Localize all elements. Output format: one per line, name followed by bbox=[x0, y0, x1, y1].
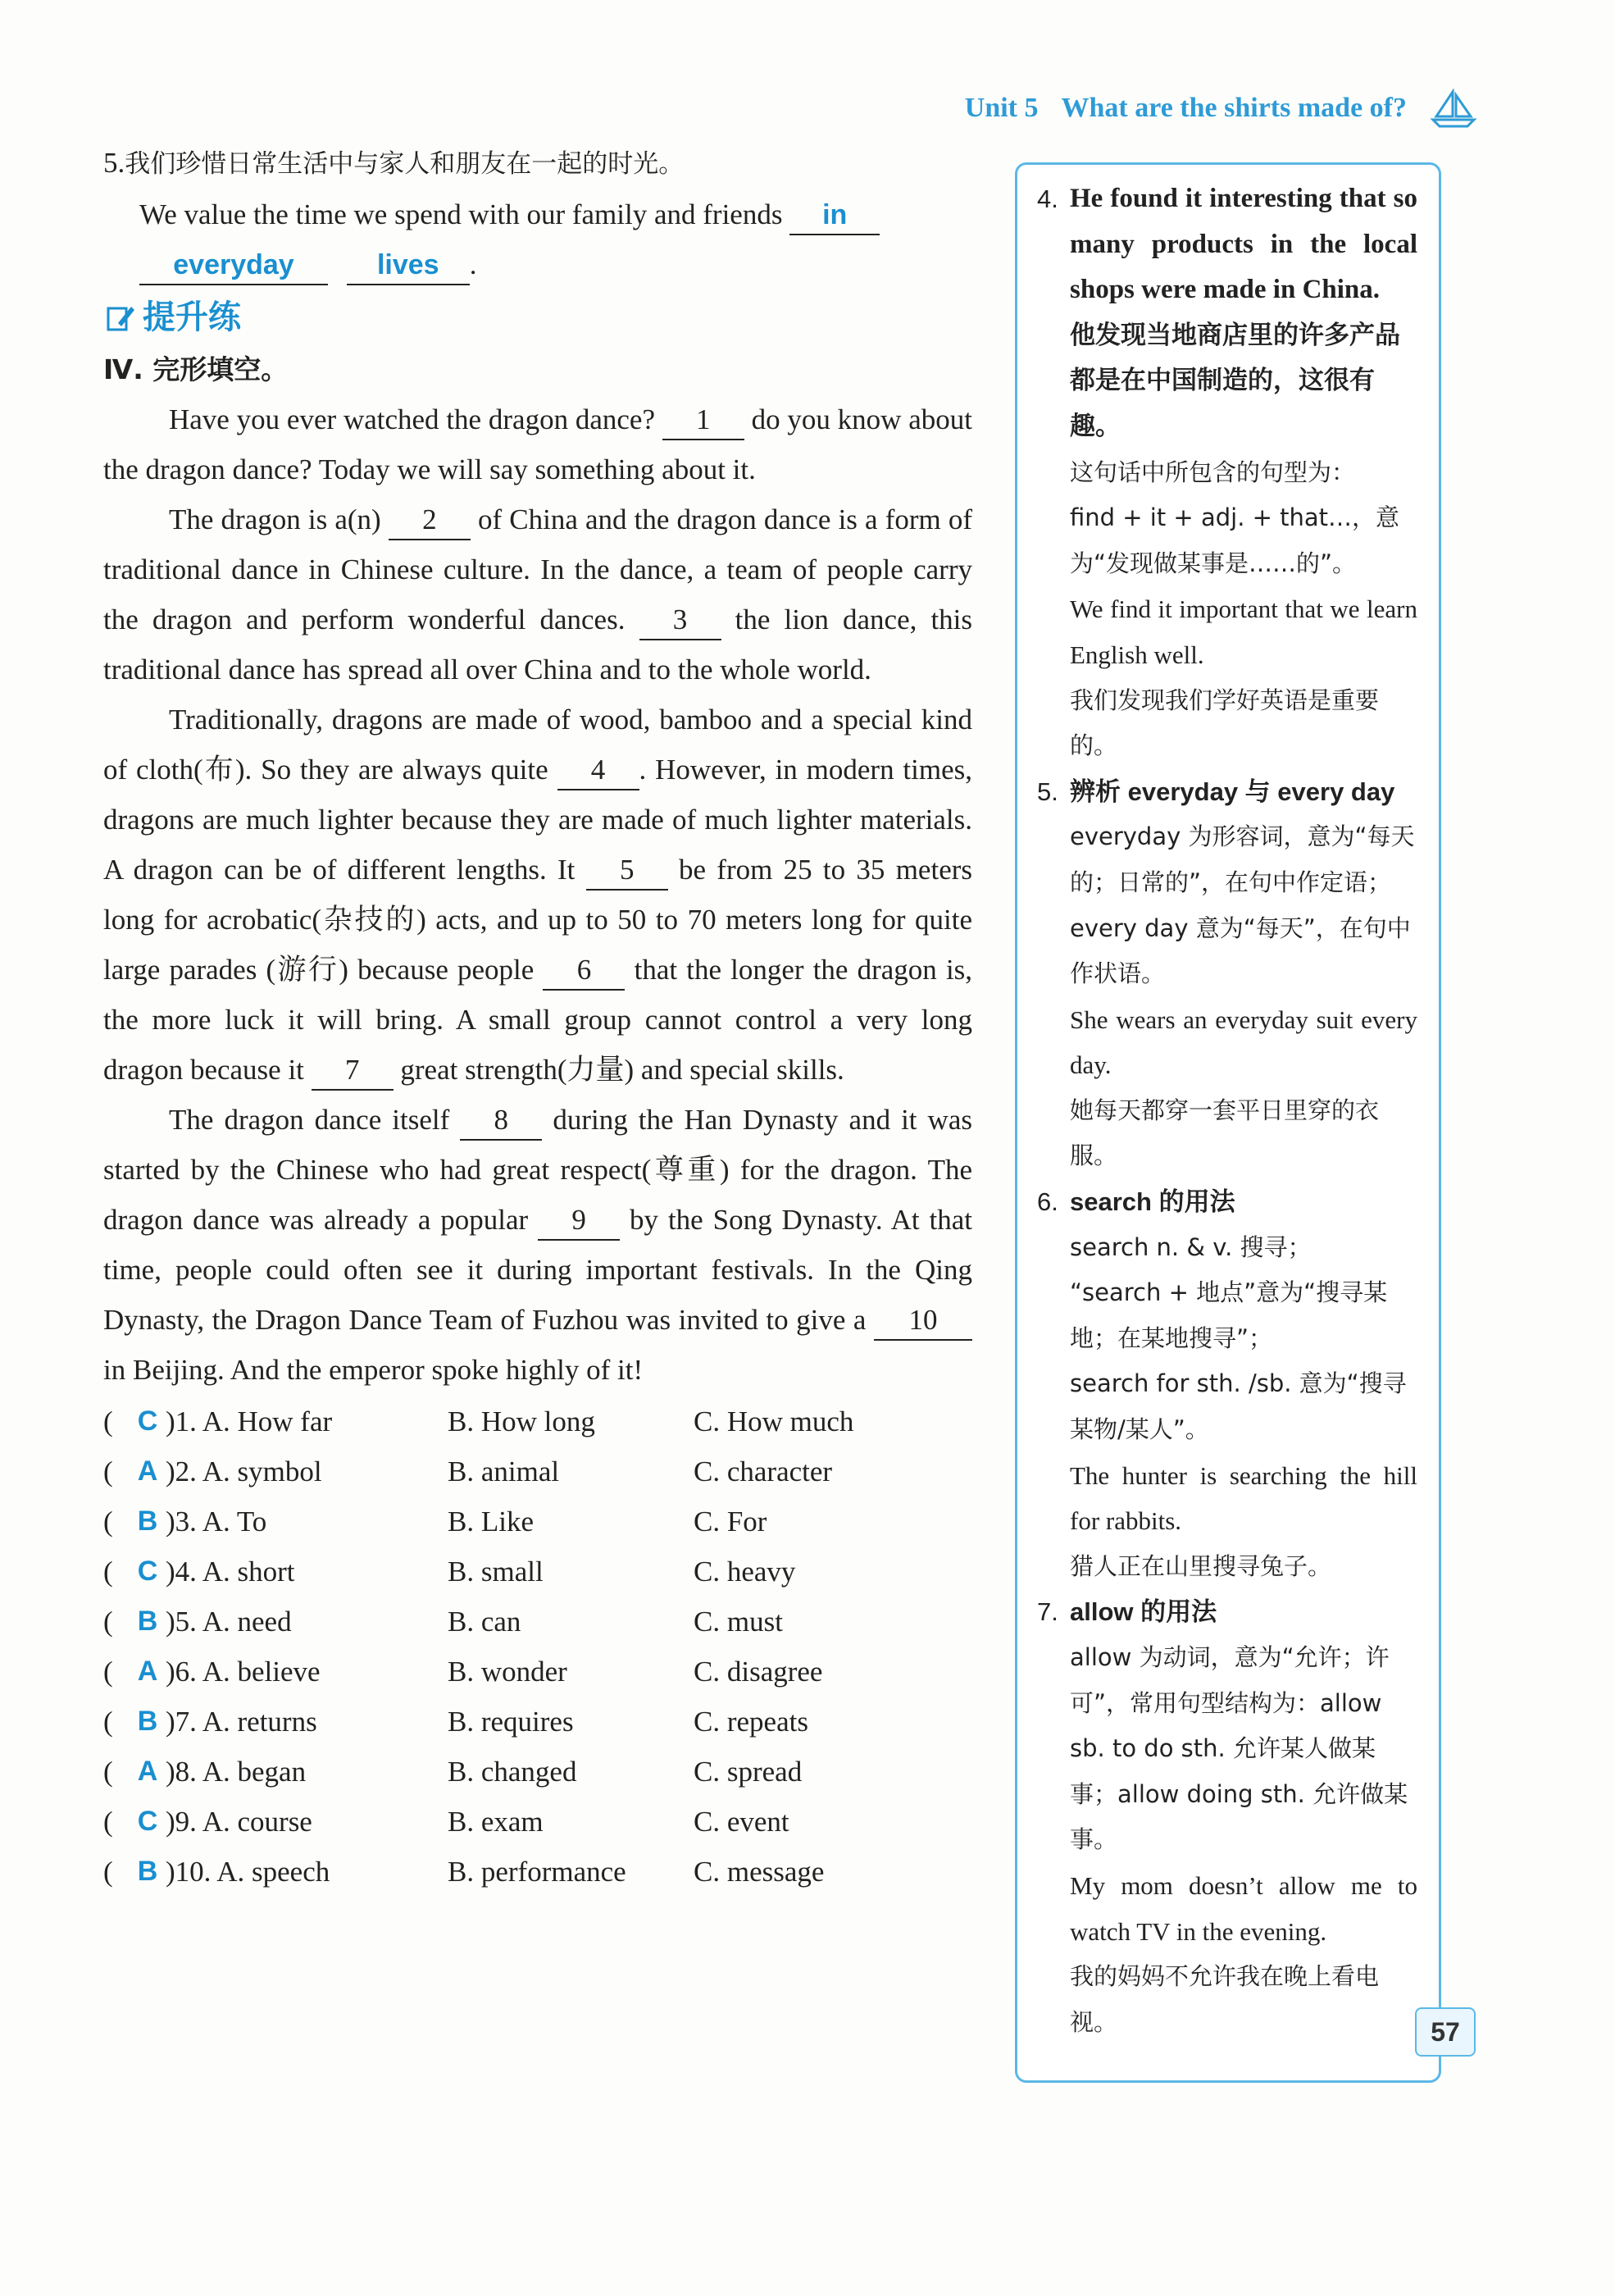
blank-8: 8 bbox=[460, 1101, 542, 1141]
option-row: ( B ) 7. A. returns B. requires C. repeats bbox=[103, 1697, 972, 1747]
answer-blank[interactable]: in bbox=[789, 196, 880, 235]
passage-paragraph: Have you ever watched the dragon dance? 1 do you know about the dragon dance? Today we will say something about it. bbox=[103, 394, 972, 494]
blank-1: 1 bbox=[662, 401, 744, 440]
blank-9: 9 bbox=[538, 1201, 620, 1241]
page-number: 57 bbox=[1415, 2007, 1476, 2057]
section-title: 提升练 bbox=[103, 293, 972, 343]
answer-choice[interactable]: C bbox=[137, 1806, 158, 1837]
option-row: ( A ) 6. A. believe B. wonder C. disagree bbox=[103, 1647, 972, 1697]
answer-blank[interactable]: everyday bbox=[139, 246, 328, 285]
pencil-icon bbox=[103, 302, 136, 335]
note-4: 4. He found it interesting that so many products in the local shops were made in China. 他发现当地商店里的许多产品都是在中国制造的，这很有趣。 这句话中所包含的句型为： find + it + adj. + that…，意为“发现做某事是……的”。 We find it important that we learn English well. 我们发现我们学好英语是重要的。 bbox=[1037, 176, 1417, 769]
notes-panel bbox=[1015, 162, 1441, 2083]
options-list bbox=[103, 1396, 972, 1897]
option-row: ( A ) 8. A. began B. changed C. spread bbox=[103, 1747, 972, 1797]
note-heading: 辨析 everyday 与 every day bbox=[1070, 777, 1395, 806]
option-row: ( B ) 5. A. need B. can C. must bbox=[103, 1597, 972, 1647]
note-sentence: He found it interesting that so many products in the local shops were made in China. bbox=[1070, 184, 1417, 305]
note-heading: search 的用法 bbox=[1070, 1187, 1235, 1217]
unit-label: Unit 5 bbox=[964, 93, 1039, 123]
page-header bbox=[965, 89, 1477, 128]
option-row: ( B ) 3. A. To B. Like C. For bbox=[103, 1496, 972, 1547]
answer-blank[interactable]: lives bbox=[347, 246, 470, 285]
blank-10: 10 bbox=[874, 1301, 972, 1341]
blank-6: 6 bbox=[543, 951, 625, 991]
q5-english: We value the time we spend with our family and friends in everyday lives . bbox=[103, 189, 972, 289]
answer-choice[interactable]: B bbox=[137, 1706, 158, 1737]
cloze-heading: Ⅳ. 完形填空。 bbox=[103, 353, 289, 385]
option-row: ( C ) 4. A. short B. small C. heavy bbox=[103, 1547, 972, 1597]
note-6: 6. search 的用法 search n. & v. 搜寻； “search + 地点”意为“搜寻某地；在某地搜寻”； search for sth. /sb. 意为“搜寻某物/某人”。 The hunter is searching the hill for rabbits. 猎人正在山里搜寻兔子。 bbox=[1037, 1179, 1417, 1589]
note-5: 5. 辨析 everyday 与 every day everyday 为形容词，意为“每天的；日常的”，在句中作定语；every day 意为“每天”，在句中作状语。 She wears an everyday suit every day. 她每天都穿一套平日里穿的衣服。 bbox=[1037, 769, 1417, 1179]
unit-title: What are the shirts made of? bbox=[1061, 93, 1407, 123]
option-row: ( B ) 10. A. speech B. performance C. message bbox=[103, 1847, 972, 1897]
left-column bbox=[103, 138, 972, 1897]
passage-paragraph: The dragon dance itself 8 during the Han Dynasty and it was started by the Chinese who had great respect(尊重) for the dragon. The dragon dance was already a popular 9 by the Song Dynasty. At that time, people could often see it during important festivals. In the Qing Dynasty, the Dragon Dance Team of Fuzhou was invited to give a 10 in Beijing. And the emperor spoke highly of it! bbox=[103, 1095, 972, 1395]
passage-paragraph: The dragon is a(n) 2 of China and the dragon dance is a form of traditional dance in Chinese culture. In the dance, a team of people carry the dragon and perform wonderful dances. 3 the lion dance, this traditional dance has spread all over China and to the whole world. bbox=[103, 494, 972, 695]
option-row: ( C ) 9. A. course B. exam C. event bbox=[103, 1797, 972, 1847]
answer-choice[interactable]: A bbox=[137, 1756, 158, 1787]
note-translation: 他发现当地商店里的许多产品都是在中国制造的，这很有趣。 bbox=[1070, 320, 1400, 441]
blank-3: 3 bbox=[639, 601, 721, 640]
answer-choice[interactable]: B bbox=[137, 1506, 158, 1537]
passage-paragraph: Traditionally, dragons are made of wood, bamboo and a special kind of cloth(布). So they are always quite 4 . However, in modern times, dragons are much lighter because they are made of much lighter materials. A dragon can be of different lengths. It 5 be from 25 to 35 meters long for acrobatic(杂技的) acts, and up to 50 to 70 meters long for quite large parades (游行) because people 6 that the longer the dragon is, the more luck it will bring. A small group cannot control a very long dragon because it 7 great strength(力量) and special skills. bbox=[103, 695, 972, 1095]
answer-choice[interactable]: A bbox=[137, 1456, 158, 1487]
note-heading: allow 的用法 bbox=[1070, 1597, 1217, 1627]
option-row: ( A ) 2. A. symbol B. animal C. character bbox=[103, 1446, 972, 1496]
answer-choice[interactable]: C bbox=[137, 1405, 158, 1437]
answer-choice[interactable]: B bbox=[137, 1856, 158, 1887]
q5-chinese: 5.我们珍惜日常生活中与家人和朋友在一起的时光。 bbox=[103, 147, 685, 179]
answer-choice[interactable]: C bbox=[137, 1556, 158, 1587]
blank-4: 4 bbox=[557, 751, 639, 790]
answer-choice[interactable]: B bbox=[137, 1606, 158, 1637]
blank-2: 2 bbox=[389, 501, 471, 540]
blank-7: 7 bbox=[312, 1051, 394, 1091]
blank-5: 5 bbox=[586, 851, 668, 891]
note-7: 7. allow 的用法 allow 为动词，意为“允许；许可”，常用句型结构为：allow sb. to do sth. 允许某人做某事；allow doing sth. 允许做某事。 My mom doesn’t allow me to watch TV in the evening. 我的妈妈不允许我在晚上看电视。 bbox=[1037, 1589, 1417, 2045]
answer-choice[interactable]: A bbox=[137, 1656, 158, 1687]
option-row: ( C ) 1. A. How far B. How long C. How much bbox=[103, 1396, 972, 1446]
sailboat-icon bbox=[1430, 89, 1477, 128]
q5-num: 5. bbox=[103, 147, 125, 179]
